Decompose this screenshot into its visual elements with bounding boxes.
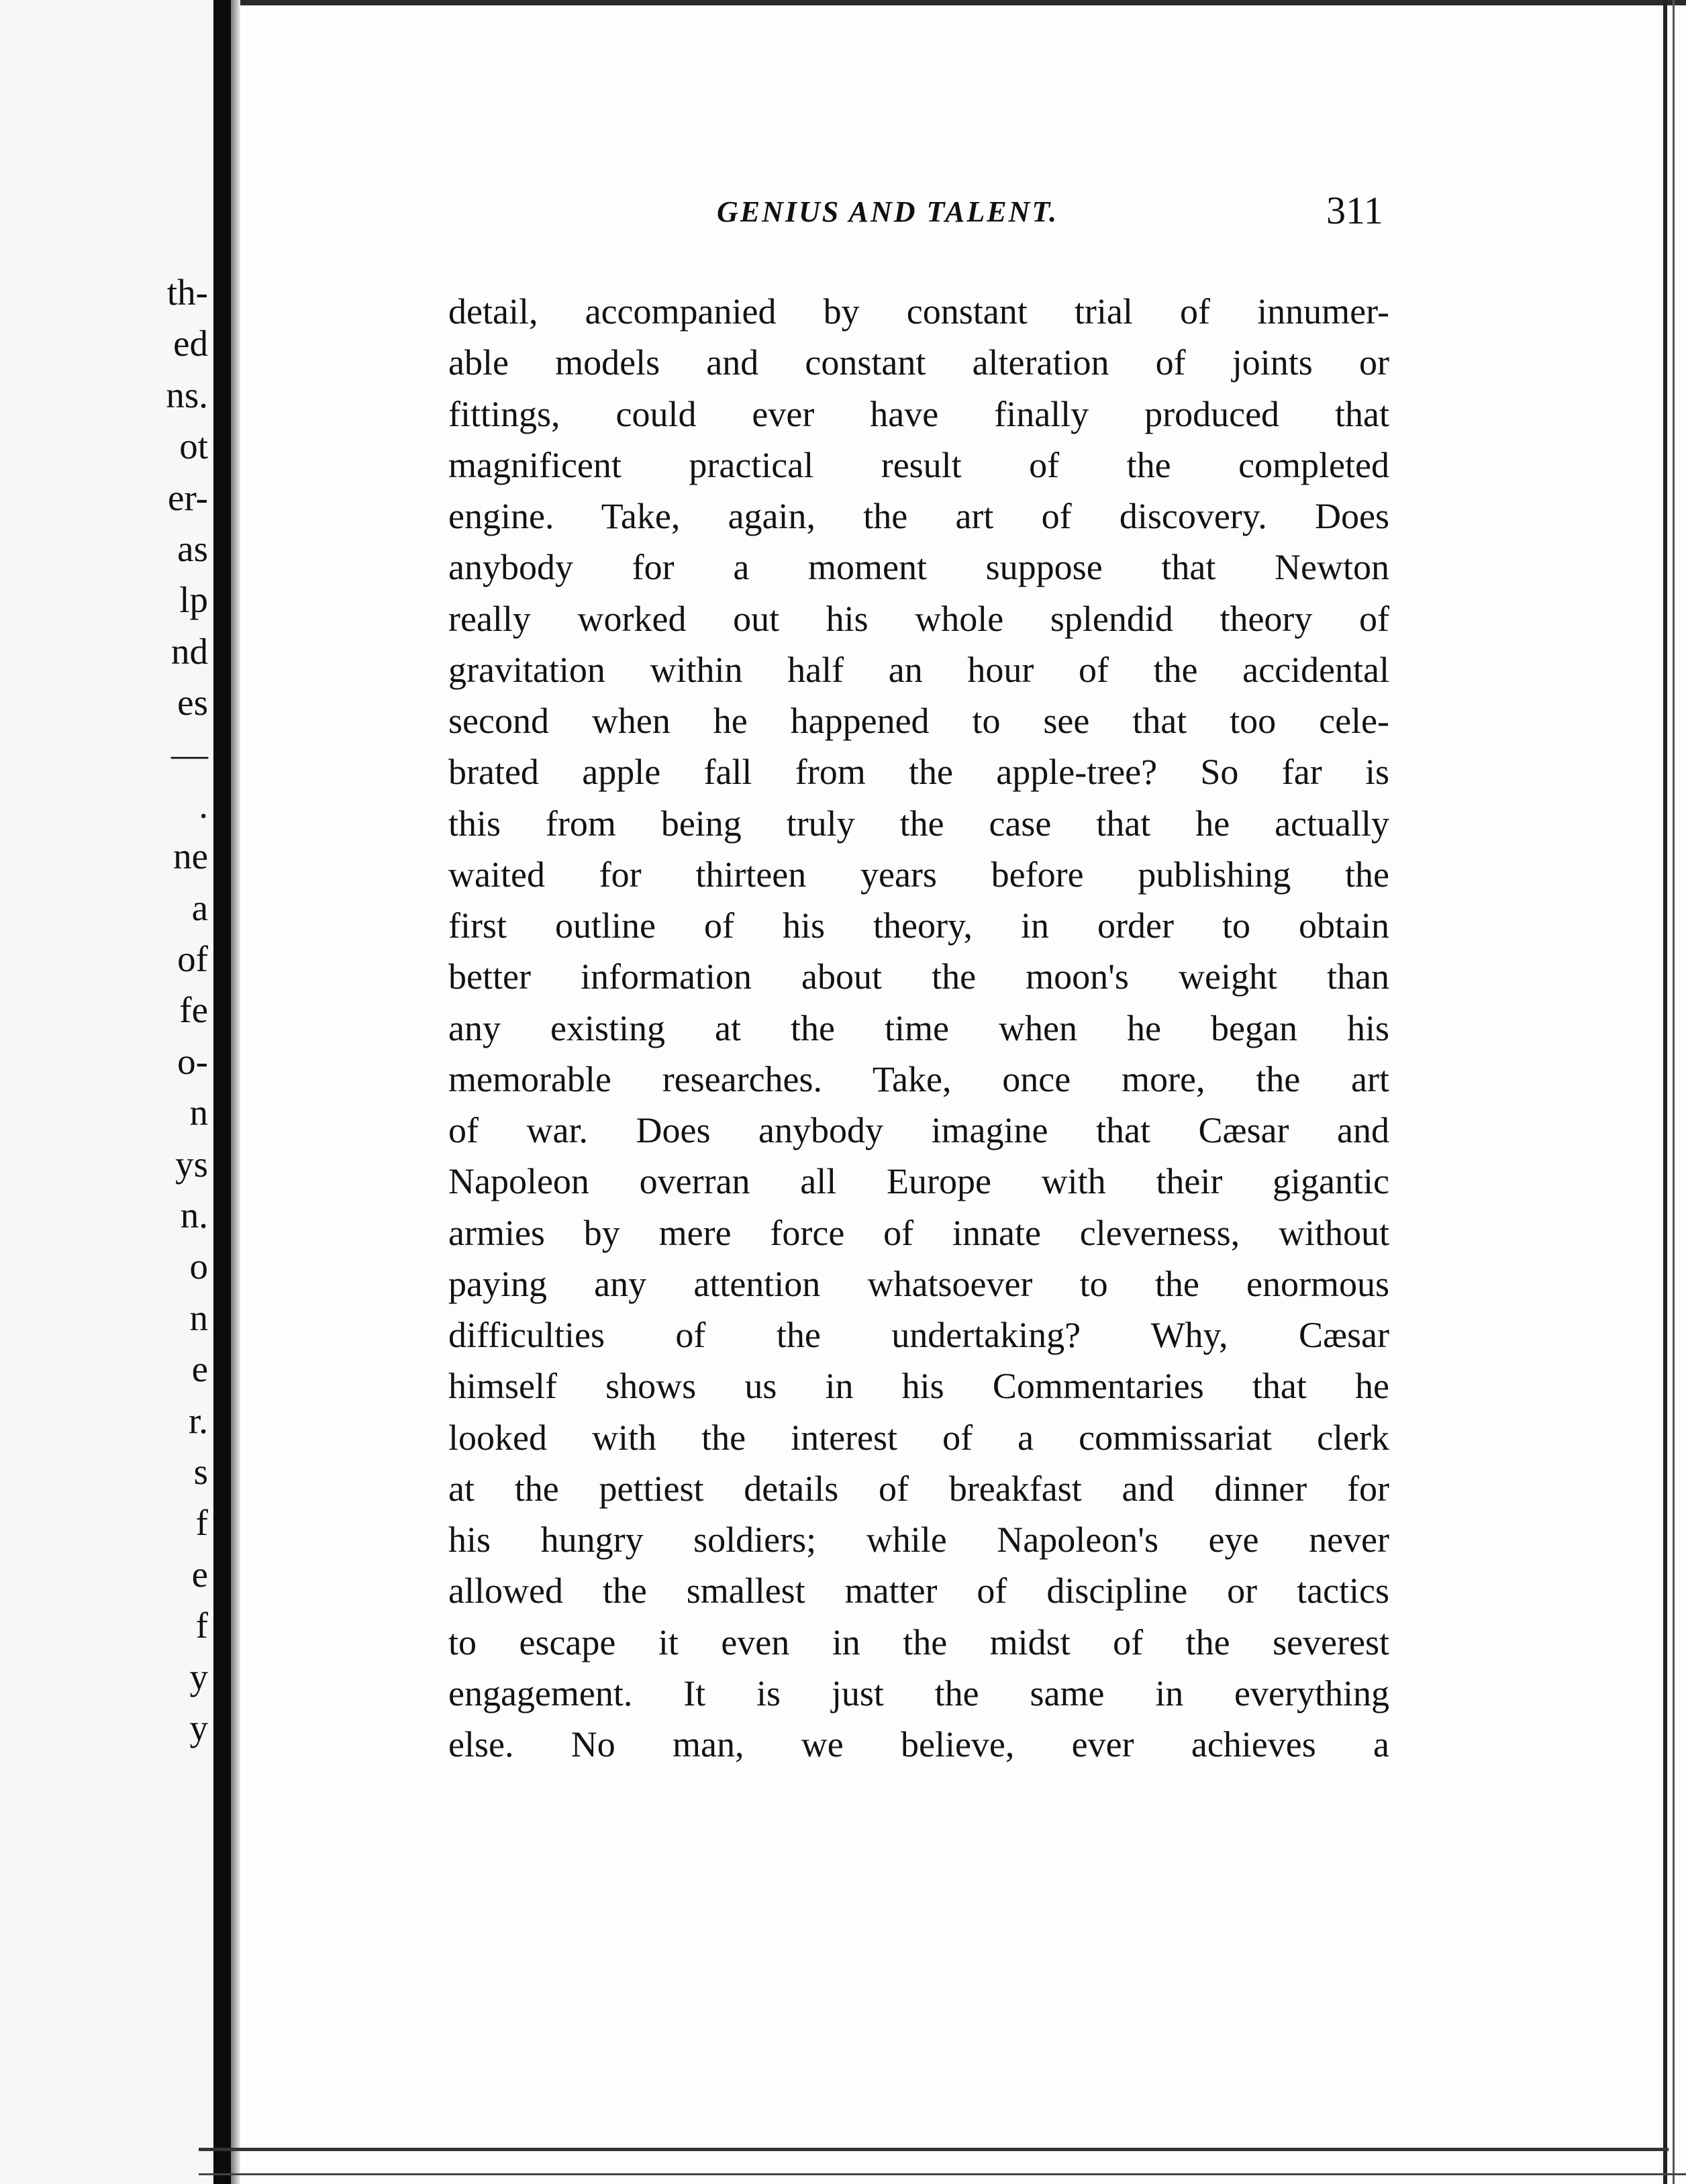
left-fragment: er- — [168, 477, 208, 518]
text-line: allowed the smallest matter of discipline or tactics — [448, 1571, 1389, 1611]
text-line: any existing at the time when he began his — [448, 1007, 1389, 1048]
text-line: Napoleon overran all Europe with their gigantic — [448, 1161, 1389, 1202]
page-number: 311 — [1326, 189, 1383, 232]
left-fragment: e — [191, 1348, 208, 1390]
bottom-page-edge-outer — [199, 2173, 1686, 2175]
text-line: anybody for a moment suppose that Newton — [448, 547, 1389, 588]
text-line: to escape it even in the midst of the severest — [448, 1622, 1389, 1662]
left-fragment: lp — [179, 579, 208, 621]
left-fragment: n — [189, 1092, 208, 1134]
text-line: waited for thirteen years before publishing the — [448, 854, 1389, 895]
text-line: better information about the moon's weight than — [448, 956, 1389, 997]
binding-gutter — [213, 0, 231, 2184]
left-fragment: fe — [179, 989, 208, 1031]
gutter-shadow — [231, 0, 240, 2184]
bottom-page-edge — [199, 2148, 1669, 2151]
left-fragment: ed — [173, 323, 208, 364]
text-line: his hungry soldiers; while Napoleon's eye never — [448, 1520, 1389, 1560]
left-fragment: o- — [177, 1040, 208, 1082]
text-line: this from being truly the case that he actually — [448, 803, 1389, 844]
text-line: magnificent practical result of the completed — [448, 444, 1389, 485]
text-line: himself shows us in his Commentaries that he — [448, 1366, 1389, 1407]
left-fragment: y — [189, 1707, 208, 1748]
left-fragment: a — [191, 887, 208, 928]
text-line: detail, accompanied by constant trial of innumer- — [448, 291, 1389, 332]
left-fragment: n — [189, 1297, 208, 1338]
right-page-edge — [1663, 0, 1667, 2184]
left-fragment: ne — [173, 836, 208, 877]
left-fragment: r. — [188, 1399, 208, 1441]
left-fragment: nd — [171, 630, 208, 672]
left-fragment: th- — [166, 272, 208, 313]
left-fragment: of — [177, 938, 208, 980]
text-line: really worked out his whole splendid theory of — [448, 598, 1389, 639]
left-fragment: — — [171, 733, 208, 775]
left-fragment: o — [189, 1246, 208, 1287]
left-fragment: . — [199, 784, 208, 826]
top-page-edge — [240, 0, 1686, 5]
text-line: first outline of his theory, in order to obtain — [448, 905, 1389, 946]
left-fragment: n. — [180, 1195, 208, 1236]
text-line: fittings, could ever have finally produced that — [448, 393, 1389, 434]
left-fragment: f — [195, 1502, 208, 1544]
text-line: difficulties of the undertaking? Why, Cæsar — [448, 1315, 1389, 1355]
text-line: else. No man, we believe, ever achieves a — [448, 1724, 1389, 1765]
text-line: looked with the interest of a commissariat clerk — [448, 1417, 1389, 1458]
body-text — [448, 286, 1389, 1770]
text-line: gravitation within half an hour of the accidental — [448, 649, 1389, 690]
text-line: able models and constant alteration of joints or — [448, 342, 1389, 383]
text-line: brated apple fall from the apple-tree? So far is — [448, 752, 1389, 793]
text-line: armies by mere force of innate cleverness, without — [448, 1212, 1389, 1253]
text-line: of war. Does anybody imagine that Cæsar and — [448, 1110, 1389, 1150]
left-facing-page — [0, 0, 213, 2184]
text-line: paying any attention whatsoever to the enormous — [448, 1263, 1389, 1304]
left-fragment: es — [177, 682, 208, 724]
left-fragment: f — [195, 1605, 208, 1646]
left-fragment: e — [191, 1553, 208, 1595]
text-line: at the pettiest details of breakfast and dinner for — [448, 1468, 1389, 1509]
left-fragment: ys — [175, 1143, 208, 1185]
left-fragment: ns. — [166, 374, 208, 415]
left-fragment: ot — [179, 426, 208, 467]
left-fragment: s — [193, 1450, 208, 1492]
text-line: engagement. It is just the same in everything — [448, 1673, 1389, 1714]
left-fragment: as — [177, 528, 208, 569]
left-page-text-fragments — [166, 267, 208, 1754]
text-line: second when he happened to see that too cele- — [448, 701, 1389, 741]
text-line: engine. Take, again, the art of discovery. Does — [448, 496, 1389, 536]
running-head: GENIUS AND TALENT. — [717, 195, 1059, 228]
right-page-edge-outer — [1673, 0, 1675, 2184]
left-fragment: y — [189, 1656, 208, 1697]
text-line: memorable researches. Take, once more, the art — [448, 1058, 1389, 1099]
